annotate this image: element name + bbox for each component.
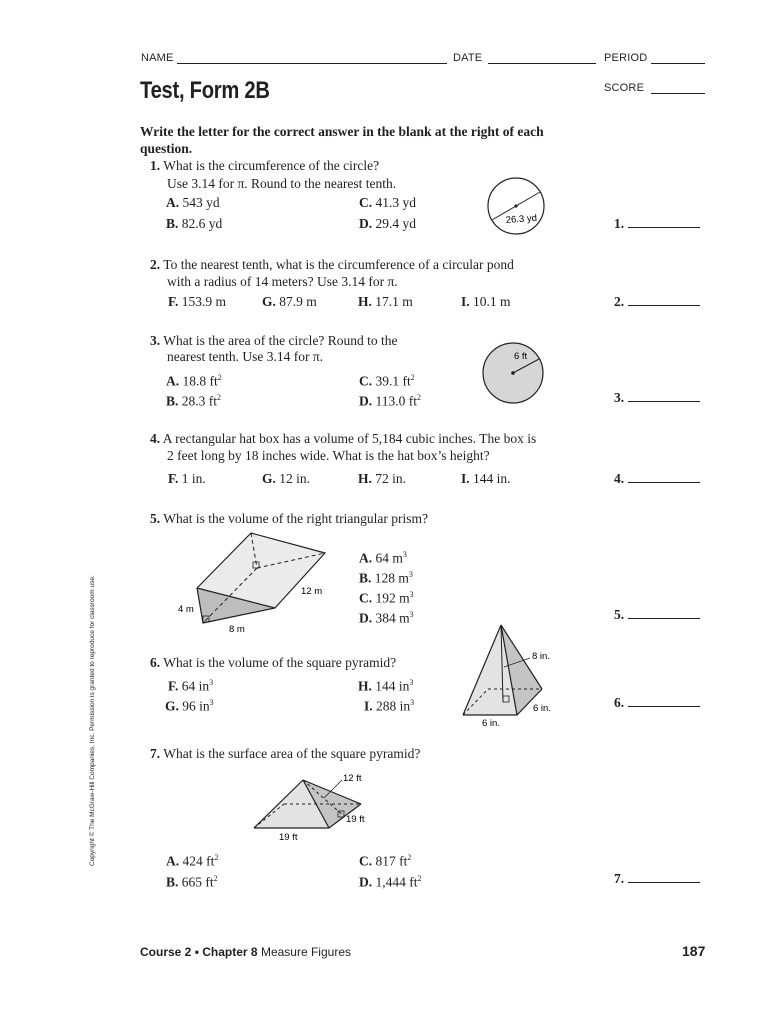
prism-label-12m: 12 m xyxy=(301,586,323,597)
pyramid-base-label: 19 ft xyxy=(279,832,298,843)
option-a[interactable]: A. 424 $ft^2$ xyxy=(166,853,219,869)
square-pyramid-figure xyxy=(456,622,560,730)
option-f[interactable]: F. 64 $in^3$ xyxy=(168,678,214,694)
pyramid-height-label: 8 in. xyxy=(532,651,550,662)
question-text: What is the volume of the right triangular prism? xyxy=(163,511,428,526)
question-text-line2: with a radius of 14 meters? Use 3.14 for π. xyxy=(167,274,398,289)
pyramid-side-label: 6 in. xyxy=(533,703,551,714)
radius-label: 6 ft xyxy=(514,351,528,362)
diameter-label: 26.3 yd xyxy=(505,212,538,226)
score-label: SCORE xyxy=(604,82,645,94)
circle-radius-figure xyxy=(478,340,548,406)
question-number: 4. xyxy=(150,431,161,446)
option-d[interactable]: D. 384 $m^3$ xyxy=(359,610,414,626)
answer-blank-4[interactable]: 4. xyxy=(614,470,700,487)
answer-blank-7[interactable]: 7. xyxy=(614,870,700,887)
option-h[interactable]: H. 144 $in^3$ xyxy=(358,678,414,694)
slant-height-label: 12 ft xyxy=(343,773,362,784)
question-number: 3. xyxy=(150,333,161,348)
option-g[interactable]: G. 96 $in^3$ xyxy=(165,698,214,714)
option-b[interactable]: B. 128 $m^3$ xyxy=(359,570,413,586)
answer-blank-1[interactable]: 1. xyxy=(614,215,700,232)
question-text: What is the circumference of the circle? xyxy=(163,158,380,173)
question-text-line2: Use 3.14 for π. Round to the nearest tenth. xyxy=(167,176,397,191)
answer-blank-6[interactable]: 6. xyxy=(614,694,700,711)
question-text: What is the volume of the square pyramid? xyxy=(163,655,397,670)
prism-label-8m: 8 m xyxy=(229,624,245,635)
pyramid-base-label: 6 in. xyxy=(482,718,500,729)
question-text: To the nearest tenth, what is the circumference of a circular pond xyxy=(163,257,514,272)
option-g[interactable]: G. 12 in. xyxy=(262,471,311,486)
question-number: 7. xyxy=(150,746,161,761)
copyright-notice: Copyright © The McGraw-Hill Companies, Inc. Permission is granted to reproduce for classroom use. xyxy=(89,575,96,866)
answer-blank-2[interactable]: 2. xyxy=(614,293,700,310)
page-number: 187 xyxy=(682,943,706,959)
question-text: What is the area of the circle? Round to the xyxy=(163,333,398,348)
option-f[interactable]: F. 153.9 m xyxy=(168,294,227,309)
question-number: 6. xyxy=(150,655,161,670)
pyramid-side-label: 19 ft xyxy=(346,814,365,825)
option-b[interactable]: B. 28.3 $ft^2$ xyxy=(166,393,222,409)
circle-diameter-figure xyxy=(484,175,550,237)
question-text: What is the surface area of the square pyramid? xyxy=(163,746,421,761)
question-number: 1. xyxy=(150,158,161,173)
name-field[interactable] xyxy=(177,63,447,64)
option-c[interactable]: C. 41.3 yd xyxy=(359,195,416,210)
option-h[interactable]: H. 72 in. xyxy=(358,471,407,486)
footer-course-info: Course 2 • Chapter 8 Measure Figures xyxy=(140,945,351,959)
option-d[interactable]: D. 1,444 $ft^2$ xyxy=(359,874,422,890)
page-title: Test, Form 2B xyxy=(140,77,270,104)
answer-blank-3[interactable]: 3. xyxy=(614,389,700,406)
triangular-prism-figure xyxy=(174,530,334,636)
question-text: A rectangular hat box has a volume of 5,184 cubic inches. The box is xyxy=(162,431,537,446)
period-label: PERIOD xyxy=(604,52,648,64)
option-c[interactable]: C. 817 $ft^2$ xyxy=(359,853,412,869)
date-label: DATE xyxy=(453,52,483,64)
option-a[interactable]: A. 543 yd xyxy=(166,195,220,210)
option-h[interactable]: H. 17.1 m xyxy=(358,294,413,309)
option-b[interactable]: B. 665 $ft^2$ xyxy=(166,874,218,890)
answer-blank-5[interactable]: 5. xyxy=(614,606,700,623)
score-field[interactable] xyxy=(651,93,705,94)
question-text-line2: nearest tenth. Use 3.14 for π. xyxy=(167,349,324,364)
option-a[interactable]: A. 64 $m^3$ xyxy=(359,550,407,566)
question-number: 5. xyxy=(150,511,161,526)
option-d[interactable]: D. 113.0 $ft^2$ xyxy=(359,393,421,409)
option-b[interactable]: B. 82.6 yd xyxy=(166,216,223,231)
name-label: NAME xyxy=(141,52,174,64)
option-g[interactable]: G. 87.9 m xyxy=(262,294,317,309)
question-text-line2: 2 feet long by 18 inches wide. What is the hat box’s height? xyxy=(167,448,490,463)
option-i[interactable]: I. 288 $in^3$ xyxy=(364,698,415,714)
option-d[interactable]: D. 29.4 yd xyxy=(359,216,416,231)
option-c[interactable]: C. 192 $m^3$ xyxy=(359,590,414,606)
option-a[interactable]: A. 18.8 $ft^2$ xyxy=(166,373,222,389)
option-f[interactable]: F. 1 in. xyxy=(168,471,206,486)
option-i[interactable]: I. 10.1 m xyxy=(461,294,511,309)
square-pyramid-surface-figure xyxy=(246,768,380,846)
question-number: 2. xyxy=(150,257,161,272)
option-c[interactable]: C. 39.1 $ft^2$ xyxy=(359,373,415,389)
option-i[interactable]: I. 144 in. xyxy=(461,471,511,486)
instructions: Write the letter for the correct answer in the blank at the right of each question. xyxy=(140,124,544,156)
prism-label-4m: 4 m xyxy=(178,604,194,615)
date-field[interactable] xyxy=(488,63,596,64)
period-field[interactable] xyxy=(651,63,705,64)
